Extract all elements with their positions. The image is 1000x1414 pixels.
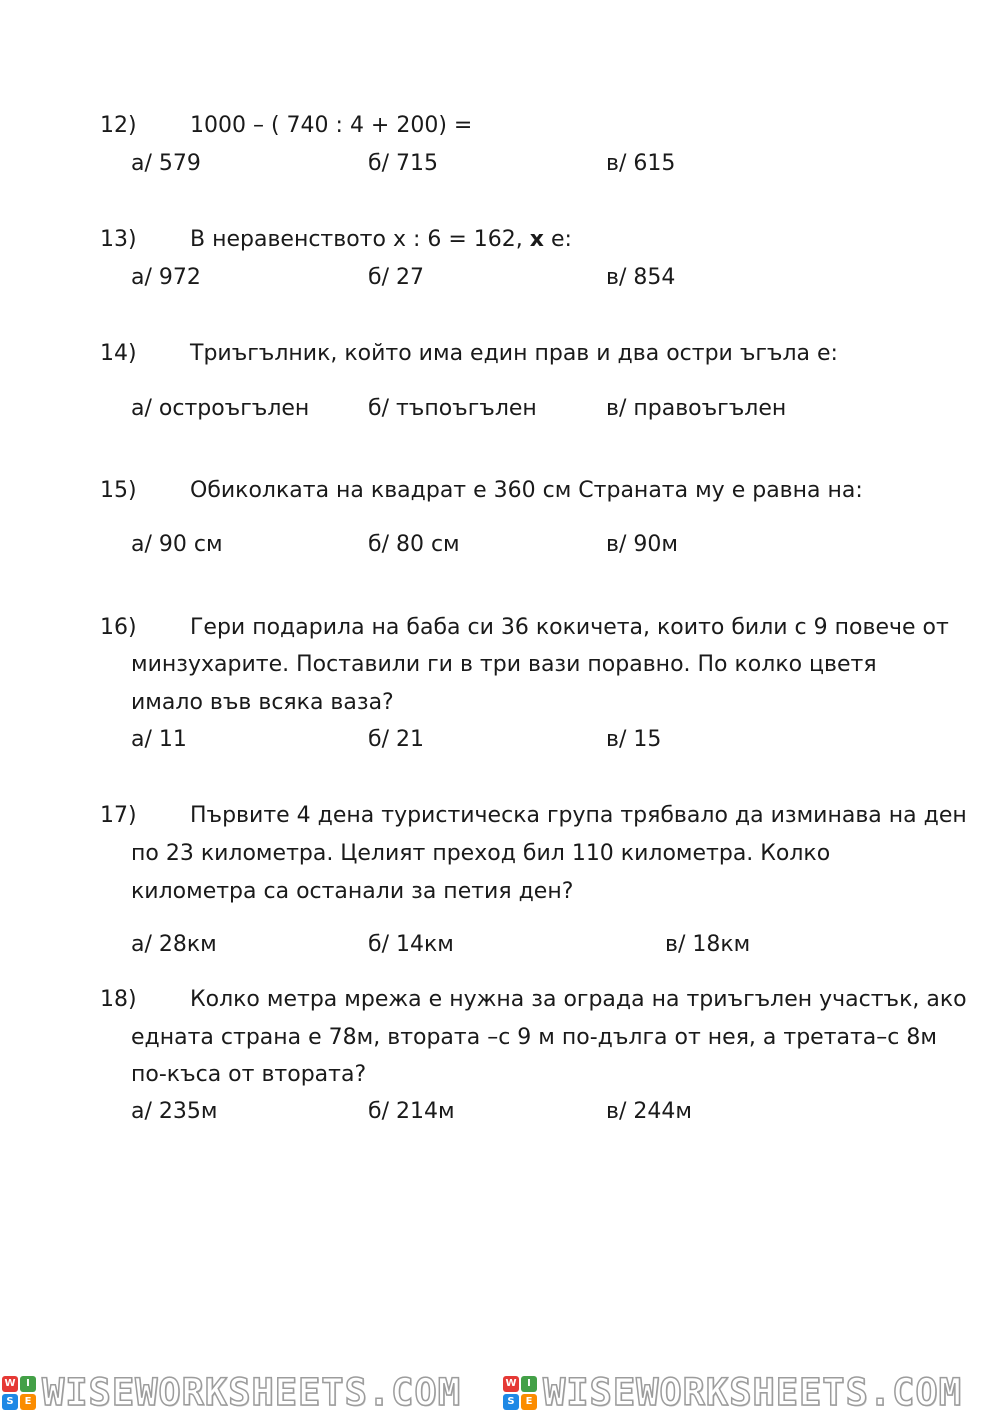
question-text-line-3: имало във всяка ваза? (131, 690, 394, 715)
question-number: 13) (100, 227, 137, 252)
question-text-line-1: Колко метра мрежа е нужна за ограда на триъгълен участък, ако (190, 987, 967, 1012)
answer-option-c[interactable]: в/ 854 (606, 265, 676, 290)
answer-option-a[interactable]: а/ 11 (131, 727, 187, 752)
logo-icon: W I S E (2, 1376, 38, 1410)
watermark-block (503, 1372, 962, 1413)
question-number: 16) (100, 615, 137, 640)
footer-watermark (0, 1372, 1000, 1413)
answer-option-b[interactable]: б/ 21 (368, 727, 424, 752)
question-text-line-3: километра са останали за петия ден? (131, 879, 574, 904)
answer-option-b[interactable]: б/ 715 (368, 151, 438, 176)
question-number: 17) (100, 803, 137, 828)
question-number: 18) (100, 987, 137, 1012)
question-number: 14) (100, 341, 137, 366)
variable-x: x (529, 227, 544, 252)
answer-option-a[interactable]: а/ 579 (131, 151, 201, 176)
watermark-text: WISEWORKSHEETS.COM (543, 1371, 962, 1414)
answer-option-a[interactable]: а/ 235м (131, 1099, 218, 1124)
question-text-line-2: по 23 километра. Целият преход бил 110 километра. Колко (131, 841, 831, 866)
answer-option-a[interactable]: а/ остроъгълен (131, 396, 310, 421)
question-text-line-1: Първите 4 дена туристическа група трябвало да изминава на ден (190, 803, 967, 828)
question-text-line-1: Гери подарила на баба си 36 кокичета, които били с 9 повече от (190, 615, 949, 640)
answer-option-c[interactable]: в/ 90м (606, 532, 678, 557)
question-text: Триъгълник, който има един прав и два остри ъгъла е: (190, 341, 838, 366)
question-text-line-3: по-къса от втората? (131, 1062, 367, 1087)
answer-option-c[interactable]: в/ 615 (606, 151, 676, 176)
answer-option-b[interactable]: б/ 214м (368, 1099, 455, 1124)
question-text: Обиколката на квадрат е 360 см Страната му е равна на: (190, 478, 863, 503)
watermark-block (2, 1372, 461, 1413)
watermark-text: WISEWORKSHEETS.COM (42, 1371, 461, 1414)
answer-option-b[interactable]: б/ тъпоъгълен (368, 396, 537, 421)
question-text: В неравенството x : 6 = 162, x е: (190, 227, 572, 252)
answer-option-c[interactable]: в/ правоъгълен (606, 396, 787, 421)
answer-option-a[interactable]: а/ 972 (131, 265, 201, 290)
question-text: 1000 – ( 740 : 4 + 200) = (190, 113, 473, 138)
question-text-line-2: минзухарите. Поставили ги в три вази поравно. По колко цветя (131, 652, 877, 677)
question-number: 15) (100, 478, 137, 503)
answer-option-b[interactable]: б/ 14км (368, 932, 454, 957)
answer-option-a[interactable]: а/ 90 см (131, 532, 223, 557)
answer-option-c[interactable]: в/ 15 (606, 727, 662, 752)
answer-option-b[interactable]: б/ 80 см (368, 532, 460, 557)
answer-option-a[interactable]: а/ 28км (131, 932, 217, 957)
answer-option-c[interactable]: в/ 18км (665, 932, 751, 957)
question-text-line-2: едната страна е 78м, втората –с 9 м по-дълга от нея, а третата–с 8м (131, 1025, 937, 1050)
question-number: 12) (100, 113, 137, 138)
answer-option-b[interactable]: б/ 27 (368, 265, 424, 290)
logo-icon: W I S E (503, 1376, 539, 1410)
answer-option-c[interactable]: в/ 244м (606, 1099, 692, 1124)
